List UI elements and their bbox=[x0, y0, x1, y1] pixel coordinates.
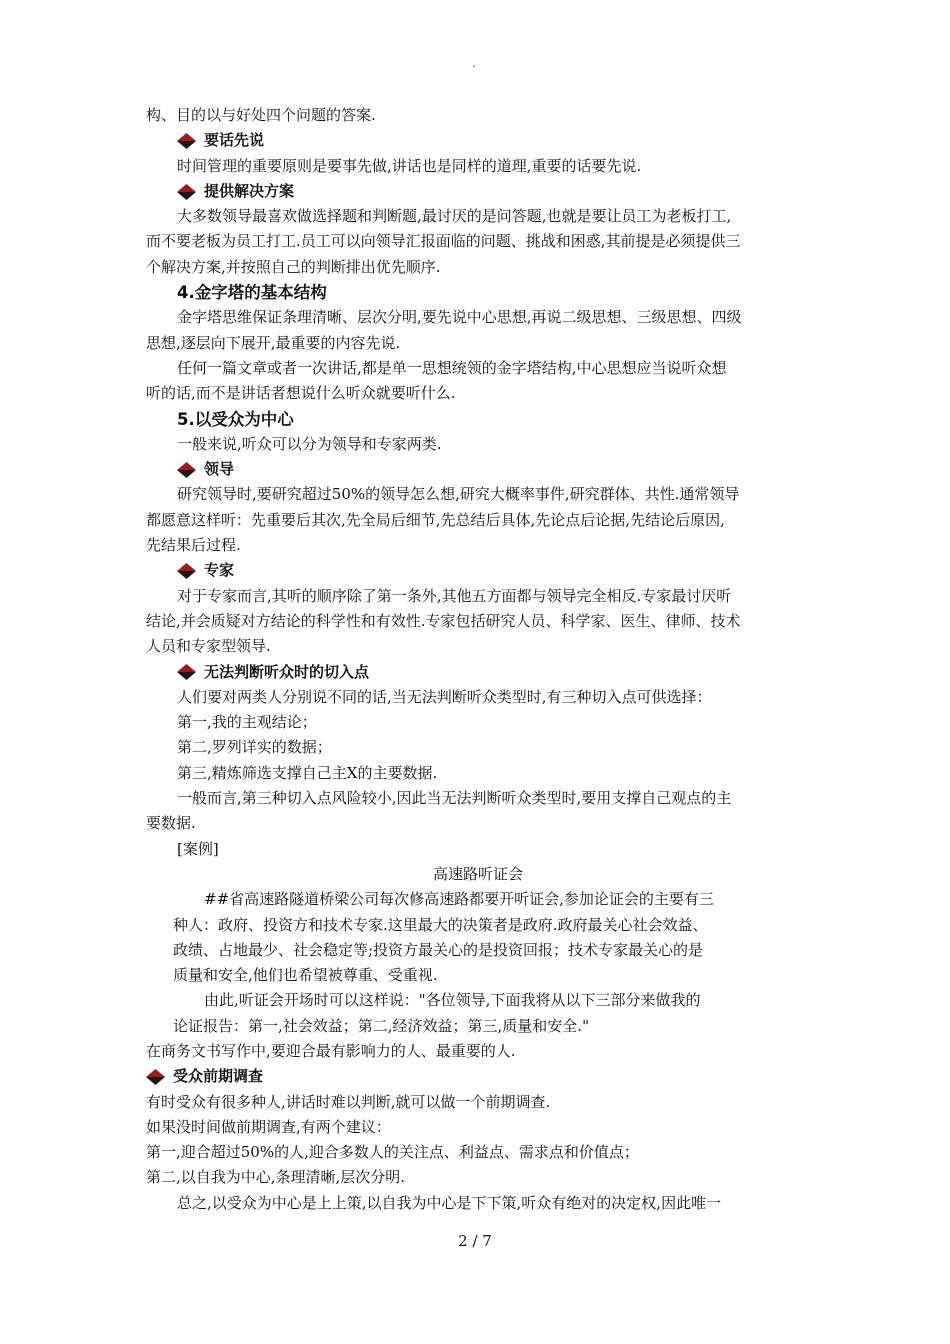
heading-text: 提供解决方案 bbox=[204, 181, 295, 200]
text-line: 研究领导时,要研究超过50%的领导怎么想,研究大概率事件,研究群体、共性.通常领导 bbox=[177, 485, 740, 504]
text-line: 种人：政府、投资方和技术专家.这里最大的决策者是政府.政府最关心社会效益、 bbox=[173, 915, 708, 934]
case-title: 高速路听证会 bbox=[432, 864, 523, 883]
section-heading bbox=[146, 128, 810, 153]
diamond-bullet-icon bbox=[177, 133, 196, 149]
section-title: 5.以受众为中心 bbox=[177, 409, 294, 429]
text-line: 都愿意这样听：先重要后其次,先全局后细节,先总结后具体,先论点后论据,先结论后原因, bbox=[146, 510, 725, 529]
text-line: 构、目的以与好处四个问题的答案. bbox=[146, 106, 376, 124]
heading-text: 受众前期调查 bbox=[173, 1067, 264, 1086]
section-heading bbox=[146, 660, 810, 685]
text-line: 结论,并会质疑对方结论的科学性和有效性.专家包括研究人员、科学家、医生、律师、技术 bbox=[146, 611, 741, 630]
diamond-bullet-icon bbox=[177, 664, 196, 680]
text-line: 人们要对两类人分别说不同的话,当无法判断听众类型时,有三种切入点可供选择： bbox=[177, 687, 712, 706]
text-line: 有时受众有很多种人,讲话时难以判断,就可以做一个前期调查. bbox=[146, 1092, 551, 1111]
text-line: 对于专家而言,其听的顺序除了第一条外,其他五方面都与领导完全相反.专家最讨厌听 bbox=[177, 586, 732, 605]
text-line: 第一,迎合超过50%的人,迎合多数人的关注点、利益点、需求点和价值点； bbox=[146, 1143, 639, 1162]
heading-text: 专家 bbox=[204, 561, 235, 580]
text-line: 先结果后过程. bbox=[146, 536, 241, 555]
text-line: 第二,罗列详实的数据； bbox=[177, 738, 332, 757]
text-line: ##省高速路隧道桥梁公司每次修高速路都要开听证会,参加论证会的主要有三 bbox=[204, 890, 714, 909]
section-heading bbox=[146, 558, 810, 583]
diamond-bullet-icon bbox=[177, 563, 196, 579]
text-line: 第二,以自我为中心,条理清晰,层次分明. bbox=[146, 1168, 406, 1187]
text-line: 如果没时间做前期调查,有两个建议： bbox=[146, 1117, 391, 1136]
text-line: 总之,以受众为中心是上上策,以自我为中心是下下策,听众有绝对的决定权,因此唯一 bbox=[177, 1193, 722, 1212]
text-line: 一般来说,听众可以分为领导和专家两类. bbox=[177, 434, 442, 453]
section-heading bbox=[146, 1064, 810, 1089]
diamond-bullet-icon bbox=[177, 184, 196, 200]
text-line: 听的话,而不是讲话者想说什么听众就要听什么. bbox=[146, 384, 456, 403]
text-line: 政绩、占地最少、社会稳定等;投资方最关心的是投资回报；技术专家最关心的是 bbox=[173, 940, 704, 959]
text-line: 个解决方案,并按照自己的判断排出优先顺序. bbox=[146, 257, 441, 276]
heading-text: 无法判断听众时的切入点 bbox=[204, 662, 370, 681]
text-line: 质量和安全,他们也希望被尊重、受重视. bbox=[173, 966, 438, 985]
text-line: 任何一篇文章或者一次讲话,都是单一思想统领的金字塔结构,中心思想应当说听众想 bbox=[177, 358, 727, 377]
header-mark: . bbox=[472, 56, 476, 70]
text-line: 在商务文书写作中,要迎合最有影响力的人、最重要的人. bbox=[146, 1041, 516, 1060]
text-line: 第一,我的主观结论； bbox=[177, 713, 317, 732]
text-line: 思想,逐层向下展开,最重要的内容先说. bbox=[146, 333, 401, 352]
text-line: 一般而言,第三种切入点风险较小,因此当无法判断听众类型时,要用支撑自己观点的主 bbox=[177, 789, 732, 808]
text-line: 论证报告：第一,社会效益；第二,经济效益；第三,质量和安全." bbox=[173, 1016, 589, 1035]
text-line: 时间管理的重要原则是要事先做,讲话也是同样的道理,重要的话要先说. bbox=[177, 156, 642, 175]
page-number: 2 / 7 bbox=[458, 1232, 492, 1250]
heading-text: 领导 bbox=[204, 460, 235, 479]
case-label: [案例] bbox=[177, 839, 219, 858]
diamond-bullet-icon bbox=[177, 462, 196, 478]
section-heading bbox=[146, 457, 810, 482]
text-line: 人员和专家型领导. bbox=[146, 637, 271, 656]
diamond-bullet-icon bbox=[146, 1069, 165, 1085]
page-content bbox=[146, 103, 810, 1216]
text-line: 第三,精炼筛选支撑自己主X的主要数据. bbox=[177, 763, 438, 782]
case-body bbox=[146, 887, 810, 1039]
text-line: 而不要老板为员工打工.员工可以向领导汇报面临的问题、挑战和困惑,其前提是必须提供三 bbox=[146, 232, 741, 251]
heading-text: 要话先说 bbox=[204, 131, 265, 150]
section-title: 4.金字塔的基本结构 bbox=[177, 283, 327, 303]
text-line: 金字塔思维保证条理清晰、层次分明,要先说中心思想,再说二级思想、三级思想、四级 bbox=[177, 308, 742, 327]
text-line: 大多数领导最喜欢做选择题和判断题,最讨厌的是问答题,也就是要让员工为老板打工, bbox=[177, 207, 732, 226]
text-line: 要数据. bbox=[146, 814, 196, 833]
section-heading bbox=[146, 179, 810, 204]
text-line: 由此,听证会开场时可以这样说："各位领导,下面我将从以下三部分来做我的 bbox=[204, 991, 701, 1010]
